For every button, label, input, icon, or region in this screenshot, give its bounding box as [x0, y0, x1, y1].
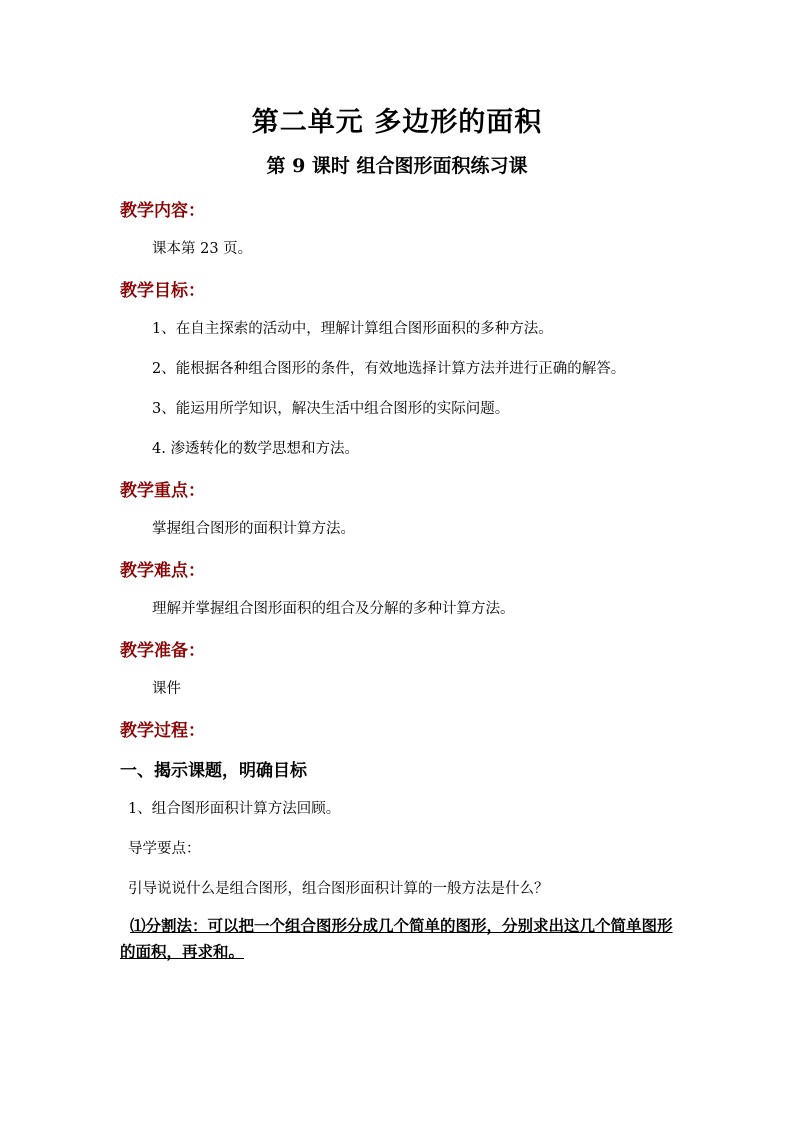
guide-question: 引导说说什么是组合图形，组合图形面积计算的一般方法是什么？: [128, 881, 549, 897]
guide-label: 导学要点：: [128, 841, 201, 857]
method-split: ⑴分割法：可以把一个组合图形分成几个简单的图形，分别求出这几个简单图形的面积，再求和。: [120, 916, 673, 961]
goal-item-1: 1、在自主探索的活动中，理解计算组合图形面积的多种方法。: [152, 321, 553, 337]
process-heading: 教学过程：: [120, 721, 205, 741]
goals-heading: 教学目标：: [120, 281, 205, 301]
document-title: 第二单元 多边形的面积: [251, 107, 543, 138]
key-heading: 教学重点：: [120, 481, 205, 501]
goal-item-4: 4. 渗透转化的数学思想和方法。: [152, 441, 359, 457]
goal-item-3: 3、能运用所学知识，解决生活中组合图形的实际问题。: [152, 401, 510, 417]
lesson-subtitle: 第 9 课时 组合图形面积练习课: [266, 155, 528, 177]
key-text: 掌握组合图形的面积计算方法。: [152, 521, 355, 537]
content-text: 课本第 23 页。: [152, 241, 253, 257]
goal-item-2: 2、能根据各种组合图形的条件，有效地选择计算方法并进行正确的解答。: [152, 361, 626, 377]
prep-heading: 教学准备：: [120, 641, 205, 661]
review-item: 1、组合图形面积计算方法回顾。: [128, 801, 341, 817]
section-1-title: 一、揭示课题，明确目标: [120, 761, 307, 781]
difficulty-heading: 教学难点：: [120, 561, 205, 581]
prep-text: 课件: [152, 681, 181, 697]
content-heading: 教学内容：: [120, 201, 205, 221]
difficulty-text: 理解并掌握组合图形面积的组合及分解的多种计算方法。: [152, 601, 515, 617]
